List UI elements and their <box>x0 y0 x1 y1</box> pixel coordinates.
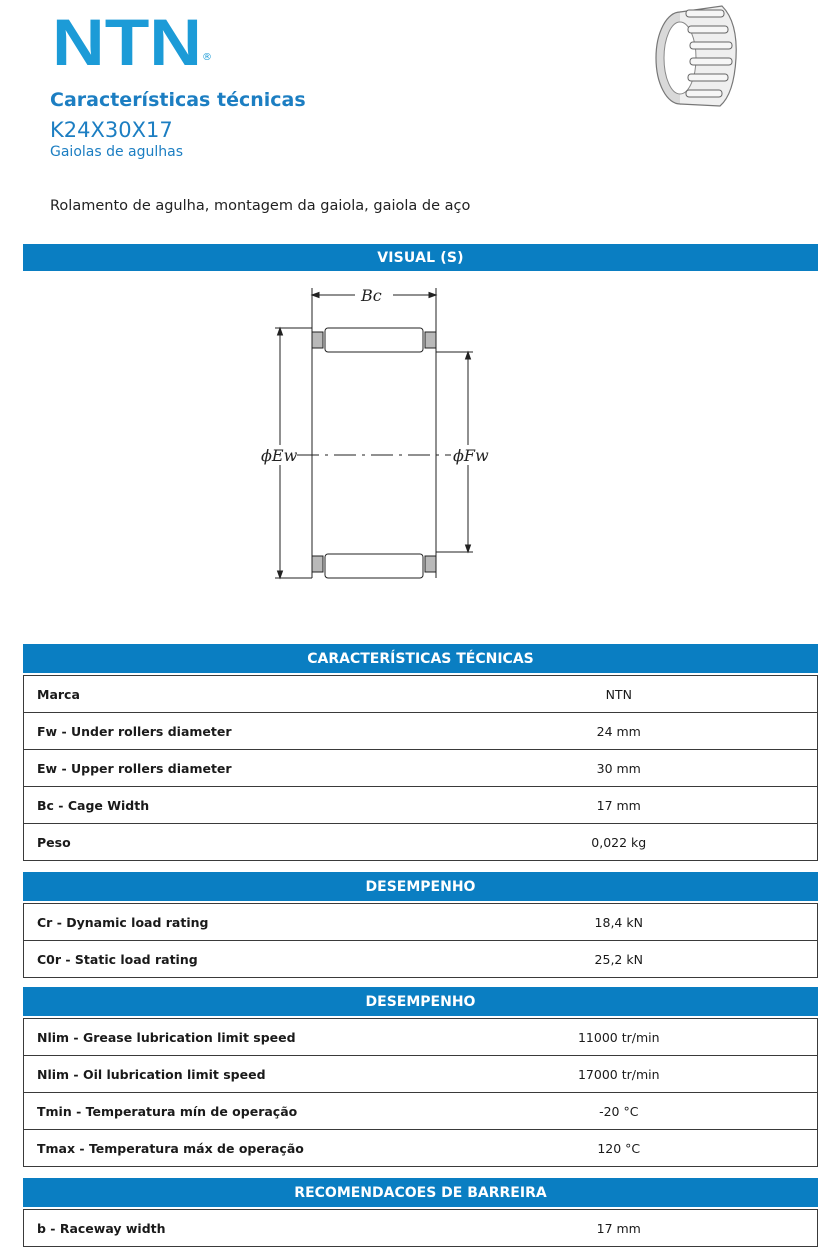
bc-label: Bc <box>361 286 382 305</box>
table-header: CARACTERÍSTICAS TÉCNICAS <box>24 645 818 673</box>
row-value: 11000 tr/min <box>421 1019 818 1056</box>
product-description: Rolamento de agulha, montagem da gaiola, gaiola de aço <box>50 198 471 214</box>
technical-drawing <box>255 280 505 590</box>
barrier-recommendations-table <box>23 1178 818 1247</box>
row-value: 0,022 kg <box>421 824 818 861</box>
row-label: Tmin - Temperatura mín de operação <box>24 1093 421 1130</box>
visual-section-header: VISUAL (S) <box>23 244 818 271</box>
table-row <box>24 1093 818 1130</box>
registered-mark: ® <box>202 52 212 63</box>
page-title: Características técnicas <box>50 89 306 111</box>
row-value: NTN <box>421 676 818 713</box>
row-value: 17 mm <box>421 787 818 824</box>
technical-characteristics-table <box>23 644 818 861</box>
table-row <box>24 824 818 861</box>
product-category: Gaiolas de agulhas <box>50 144 184 160</box>
fw-label: ϕFw <box>453 446 489 465</box>
row-label: Marca <box>24 676 421 713</box>
table-row <box>24 1019 818 1056</box>
row-label: b - Raceway width <box>24 1210 421 1247</box>
row-label: Bc - Cage Width <box>24 787 421 824</box>
row-value: 24 mm <box>421 713 818 750</box>
row-value: 30 mm <box>421 750 818 787</box>
row-value: -20 °C <box>421 1093 818 1130</box>
model-number: K24X30X17 <box>50 118 173 142</box>
row-label: C0r - Static load rating <box>24 941 421 978</box>
row-label: Peso <box>24 824 421 861</box>
row-label: Tmax - Temperatura máx de operação <box>24 1130 421 1167</box>
table-row <box>24 1056 818 1093</box>
table-row <box>24 750 818 787</box>
ntn-logo <box>52 12 212 70</box>
table-row <box>24 713 818 750</box>
row-label: Nlim - Grease lubrication limit speed <box>24 1019 421 1056</box>
row-value: 120 °C <box>421 1130 818 1167</box>
table-row <box>24 1130 818 1167</box>
row-value: 17000 tr/min <box>421 1056 818 1093</box>
row-label: Nlim - Oil lubrication limit speed <box>24 1056 421 1093</box>
row-value: 17 mm <box>421 1210 818 1247</box>
needle-cage-image <box>650 2 740 110</box>
performance-table <box>23 872 818 978</box>
table-row <box>24 676 818 713</box>
table-row <box>24 1210 818 1247</box>
row-value: 25,2 kN <box>421 941 818 978</box>
table-row <box>24 787 818 824</box>
table-header: DESEMPENHO <box>24 988 818 1016</box>
table-header: DESEMPENHO <box>24 873 818 901</box>
ew-label: ϕEw <box>261 446 298 465</box>
row-label: Fw - Under rollers diameter <box>24 713 421 750</box>
row-value: 18,4 kN <box>421 904 818 941</box>
table-header: RECOMENDACOES DE BARREIRA <box>24 1179 818 1207</box>
table-row <box>24 904 818 941</box>
logo-text: NTN <box>52 12 202 70</box>
row-label: Cr - Dynamic load rating <box>24 904 421 941</box>
row-label: Ew - Upper rollers diameter <box>24 750 421 787</box>
performance-limits-table <box>23 987 818 1167</box>
table-row <box>24 941 818 978</box>
